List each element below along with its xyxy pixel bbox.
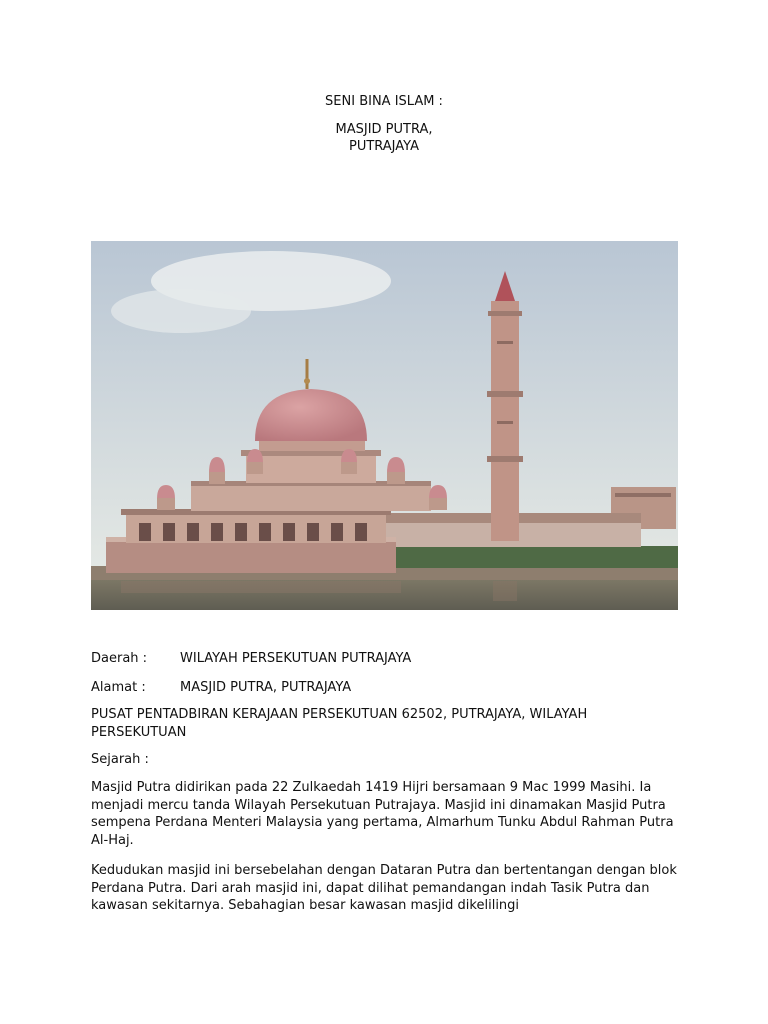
- history-paragraph-2: Kedudukan masjid ini bersebelahan dengan Dataran Putra dan bertentangan dengan blok Perdana Putra. Dari arah masjid ini, dapat dilihat pemandangan indah Tasik Putra dan kawasan sekitarnya. Sebahagian besar kawasan masjid dikelilingi: [91, 863, 677, 913]
- mosque-photo: [91, 241, 678, 610]
- history-paragraph-1: Masjid Putra didirikan pada 22 Zulkaedah 1419 Hijri bersamaan 9 Mac 1999 Masihi. Ia menjadi mercu tanda Wilayah Persekutuan Putrajaya. Masjid ini dinamakan Masjid Putra sempena Perdana Menteri Malaysia yang pertama, Almarhum Tunku Abdul Rahman Putra Al-Haj.: [91, 780, 674, 848]
- page-title: SENI BINA ISLAM :: [325, 94, 443, 109]
- subtitle-line-1: MASJID PUTRA,: [335, 122, 433, 137]
- full-address: PUSAT PENTADBIRAN KERAJAAN PERSEKUTUAN 62502, PUTRAJAYA, WILAYAH PERSEKUTUAN: [91, 707, 588, 740]
- daerah-label: Daerah :: [91, 651, 148, 666]
- page-subtitle: [0, 121, 768, 155]
- subtitle-line-2: PUTRAJAYA: [348, 139, 419, 154]
- field-daerah: [91, 650, 411, 667]
- alamat-value: MASJID PUTRA, PUTRAJAYA: [180, 680, 352, 695]
- alamat-label: Alamat :: [91, 680, 146, 695]
- field-alamat: [91, 679, 351, 696]
- sejarah-heading: Sejarah :: [91, 752, 149, 767]
- daerah-value: WILAYAH PERSEKUTUAN PUTRAJAYA: [180, 651, 412, 666]
